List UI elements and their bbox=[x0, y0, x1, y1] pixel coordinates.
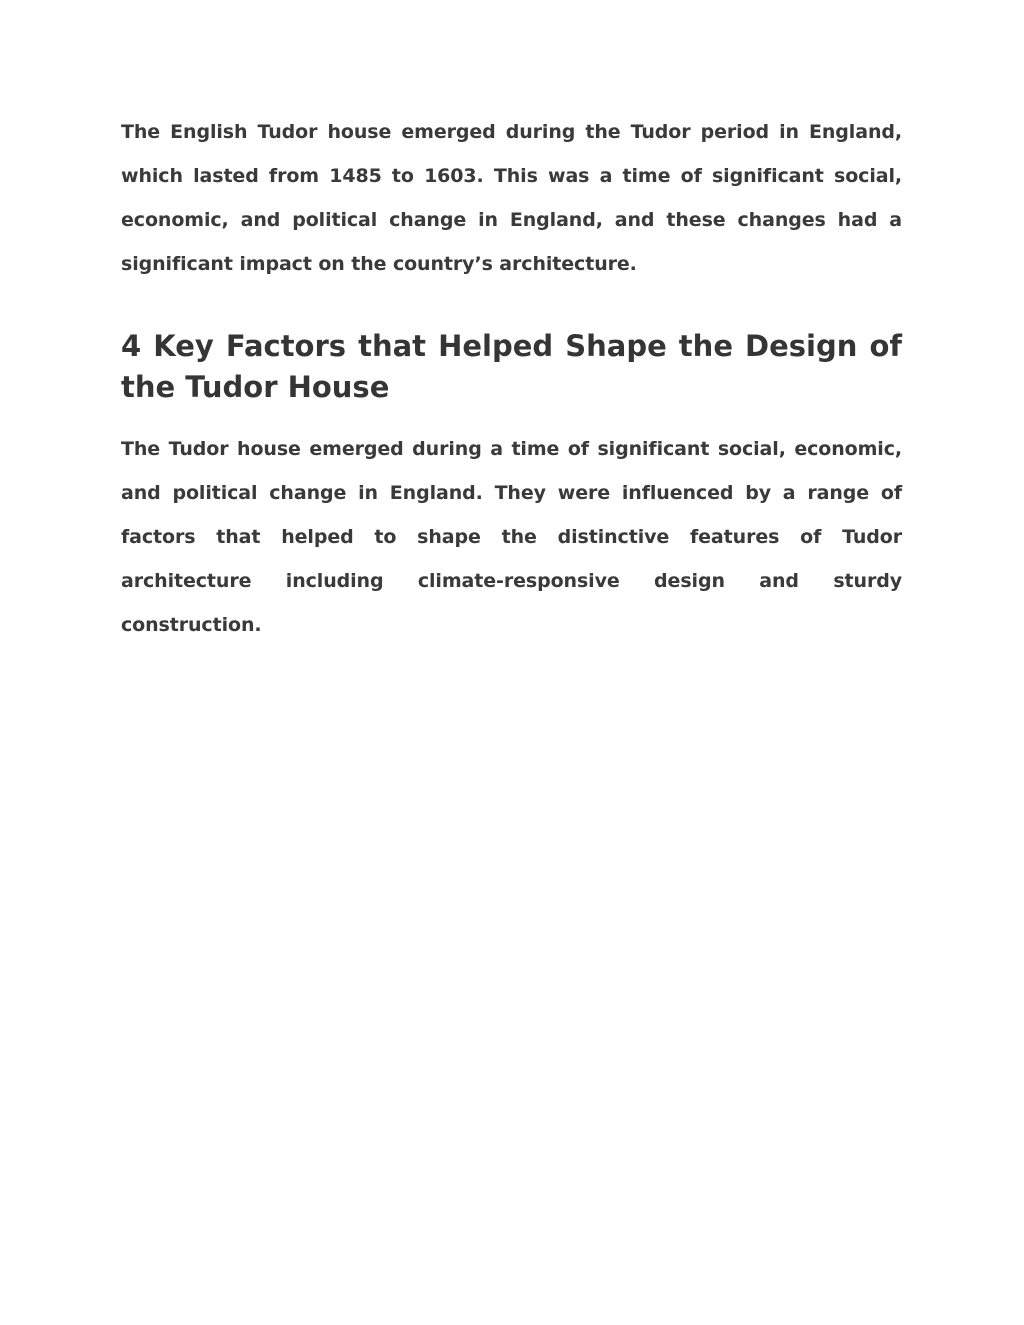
intro-paragraph: The English Tudor house emerged during the Tudor period in England, which lasted from 1485 to 1603. This was a time of significant social, economic, and political change in England, and these changes had a significant impact on the country’s architecture. bbox=[121, 121, 902, 275]
document-page bbox=[121, 110, 902, 647]
section-paragraph: The Tudor house emerged during a time of significant social, economic, and political change in England. They were influenced by a range of factors that helped to shape the distinctive features of Tudor architecture including climate-responsive design and sturdy construction. bbox=[121, 438, 902, 636]
section-heading: 4 Key Factors that Helped Shape the Design of the Tudor House bbox=[121, 329, 902, 404]
